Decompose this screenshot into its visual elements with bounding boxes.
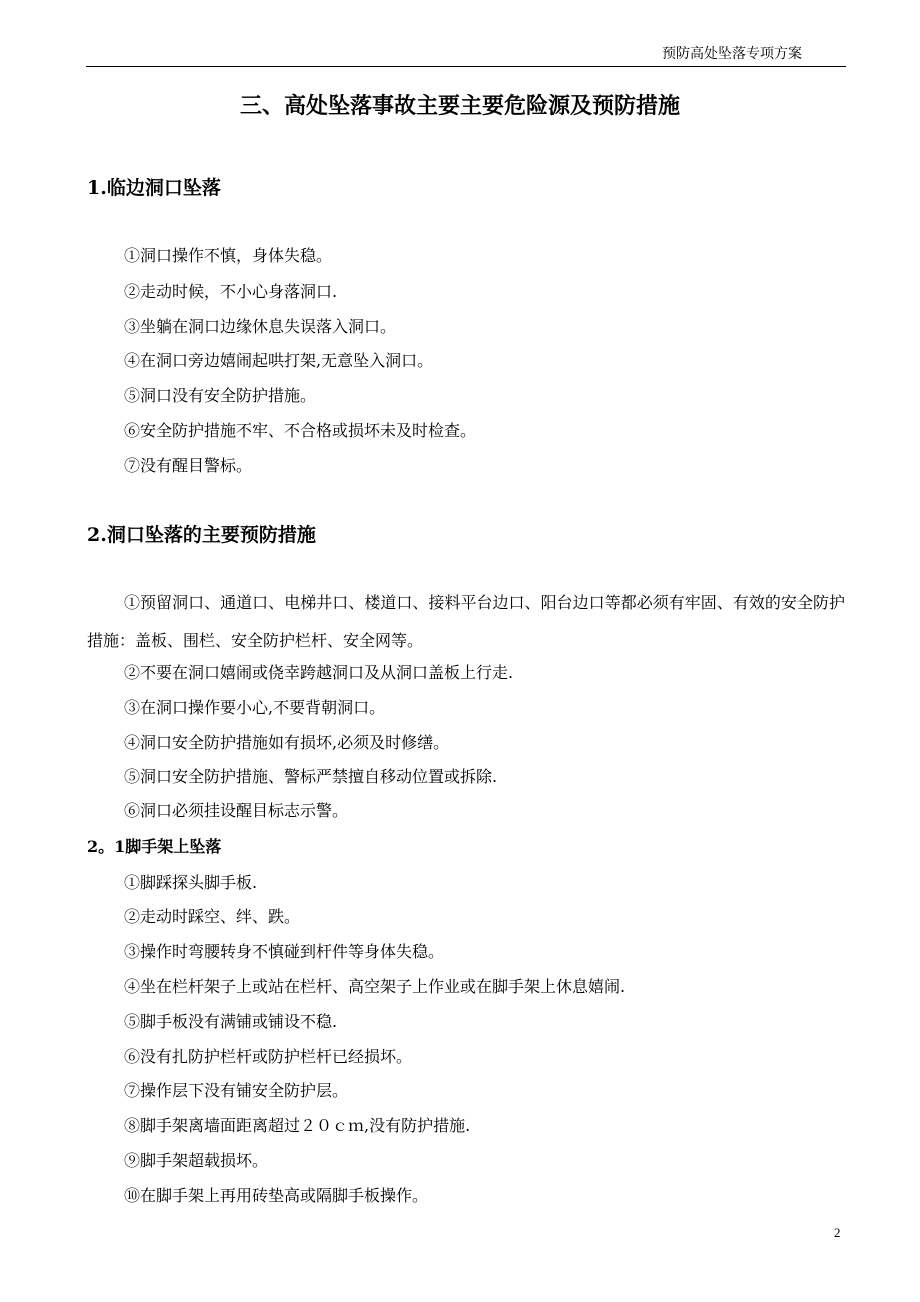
list-item: ⑦操作层下没有铺安全防护层。 xyxy=(124,1081,349,1100)
list-item: ②走动时踩空、绊、跌。 xyxy=(124,907,301,926)
list-item: ②不要在洞口嬉闹或侥幸跨越洞口及从洞口盖板上行走. xyxy=(124,663,514,682)
list-item: ⑦没有醒目警标。 xyxy=(124,456,253,475)
list-item: ①洞口操作不慎，身体失稳。 xyxy=(124,246,333,265)
list-item: ③操作时弯腰转身不慎碰到杆件等身体失稳。 xyxy=(124,942,445,961)
page-title: 三、高处坠落事故主要主要危险源及预防措施 xyxy=(239,94,680,119)
page-number: 2 xyxy=(834,1225,841,1240)
list-item: ②走动时候，不小心身落洞口. xyxy=(124,282,338,301)
running-header: 预防高处坠落专项方案 xyxy=(662,46,802,62)
list-item: ④洞口安全防护措施如有损坏,必须及时修缮。 xyxy=(124,733,450,752)
paragraph: ①预留洞口、通道口、电梯井口、楼道口、接料平台边口、阳台边口等都必须有牢固、有效的安全防护措施：盖板、围栏、安全防护栏杆、安全网等。 xyxy=(87,593,845,650)
section-2-heading: 2.洞口坠落的主要预防措施 xyxy=(87,524,316,546)
list-item: ③坐躺在洞口边缘休息失误落入洞口。 xyxy=(124,317,397,336)
list-item: ⑤洞口没有安全防护措施。 xyxy=(124,386,317,405)
list-item: ⑧脚手架离墙面距离超过２０ｃｍ,没有防护措施. xyxy=(124,1116,471,1135)
list-item: ④坐在栏杆架子上或站在栏杆、高空架子上作业或在脚手架上休息嬉闹. xyxy=(124,977,626,996)
list-item: ⑤洞口安全防护措施、警标严禁擅自移动位置或拆除. xyxy=(124,767,498,786)
list-item: ⑩在脚手架上再用砖垫高或隔脚手板操作。 xyxy=(124,1186,429,1205)
list-item: ①脚踩探头脚手板. xyxy=(124,873,258,892)
list-item: ⑥洞口必须挂设醒目标志示警。 xyxy=(124,801,349,820)
list-item: ⑥安全防护措施不牢、不合格或损坏未及时检查。 xyxy=(124,421,477,440)
list-item: ⑤脚手板没有满铺或铺设不稳. xyxy=(124,1012,338,1031)
section-1-heading: 1.临边洞口坠落 xyxy=(87,177,221,199)
list-item: ③在洞口操作要小心,不要背朝洞口。 xyxy=(124,698,386,717)
list-item: ⑥没有扎防护栏杆或防护栏杆已经损坏。 xyxy=(124,1047,413,1066)
list-item: ⑨脚手架超载损坏。 xyxy=(124,1151,269,1170)
header-rule xyxy=(86,66,846,67)
list-item: ④在洞口旁边嬉闹起哄打架,无意坠入洞口。 xyxy=(124,351,434,370)
section-2-1-heading: 2。1脚手架上坠落 xyxy=(87,837,222,856)
